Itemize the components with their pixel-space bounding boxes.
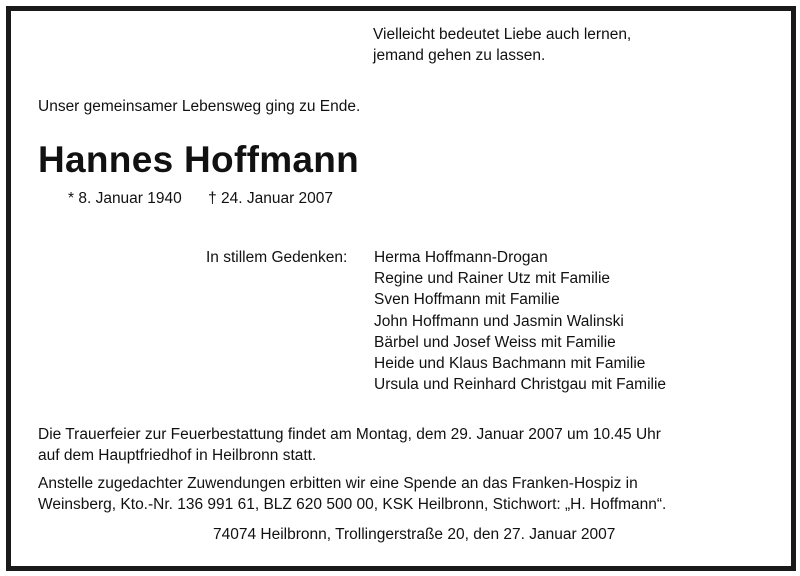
death-date: † 24. Januar 2007: [208, 190, 334, 207]
mourner-item: Heide und Klaus Bachmann mit Familie: [374, 355, 646, 373]
deceased-name: Hannes Hoffmann: [38, 139, 360, 180]
quote-line-2: jemand gehen zu lassen.: [373, 47, 546, 64]
mourner-item: Regine und Rainer Utz mit Familie: [374, 270, 611, 288]
place-and-date: 74074 Heilbronn, Trollingerstraße 20, den 27. Januar 2007: [213, 526, 616, 543]
ceremony-notice: [38, 424, 661, 466]
mourner-item: Sven Hoffmann mit Familie: [374, 291, 560, 309]
mourners-list: [374, 247, 666, 395]
donation-notice: [38, 473, 666, 515]
mourner-item: Ursula und Reinhard Christgau mit Familie: [374, 376, 667, 394]
ceremony-line-2: auf dem Hauptfriedhof in Heilbronn statt.: [38, 447, 317, 464]
birth-date: * 8. Januar 1940: [68, 190, 182, 207]
mourner-item: John Hoffmann und Jasmin Walinski: [374, 312, 624, 330]
quote-line-1: Vielleicht bedeutet Liebe auch lernen,: [373, 26, 632, 43]
mourner-item: Herma Hoffmann-Drogan: [374, 249, 548, 266]
donation-line-1: Anstelle zugedachter Zuwendungen erbitten wir eine Spende an das Franken-Hospiz in: [38, 475, 638, 492]
intro-text: Unser gemeinsamer Lebensweg ging zu Ende.: [38, 98, 361, 115]
mourner-item: Bärbel und Josef Weiss mit Familie: [374, 333, 616, 351]
life-dates: [68, 188, 333, 209]
ceremony-line-1: Die Trauerfeier zur Feuerbestattung findet am Montag, dem 29. Januar 2007 um 10.45 Uhr: [38, 426, 661, 443]
epigraph-quote: [373, 24, 631, 66]
mourners-label: In stillem Gedenken:: [206, 249, 348, 266]
donation-line-2: Weinsberg, Kto.-Nr. 136 991 61, BLZ 620 500 00, KSK Heilbronn, Stichwort: „H. Hoffmann“.: [38, 496, 667, 513]
